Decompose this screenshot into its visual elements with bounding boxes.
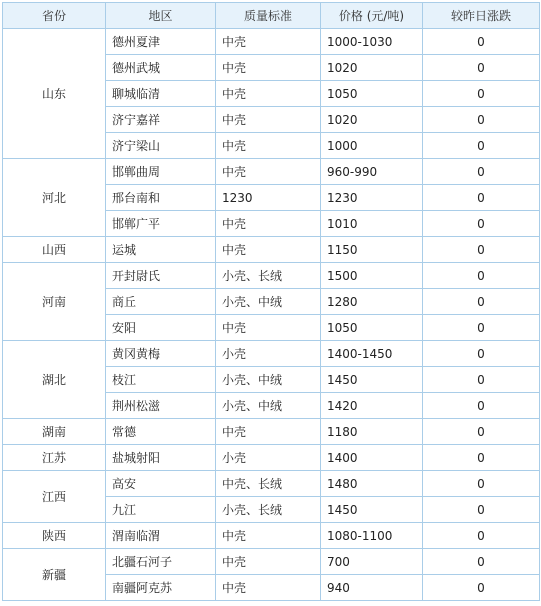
price-cell: 1150 <box>321 237 423 263</box>
change-cell: 0 <box>423 471 540 497</box>
province-cell: 湖北 <box>3 341 106 419</box>
table-row <box>3 29 540 55</box>
region-cell: 常德 <box>106 419 216 445</box>
province-cell: 山西 <box>3 237 106 263</box>
quality-cell: 小壳、中绒 <box>216 367 321 393</box>
change-cell: 0 <box>423 445 540 471</box>
table-row <box>3 159 540 185</box>
change-cell: 0 <box>423 159 540 185</box>
region-cell: 邢台南和 <box>106 185 216 211</box>
price-cell: 1000-1030 <box>321 29 423 55</box>
price-cell: 1480 <box>321 471 423 497</box>
table-body <box>3 29 540 601</box>
quality-cell: 中壳 <box>216 549 321 575</box>
change-cell: 0 <box>423 575 540 601</box>
quality-cell: 中壳 <box>216 133 321 159</box>
quality-cell: 中壳 <box>216 159 321 185</box>
quality-cell: 中壳 <box>216 523 321 549</box>
price-cell: 1400-1450 <box>321 341 423 367</box>
price-cell: 1080-1100 <box>321 523 423 549</box>
change-cell: 0 <box>423 419 540 445</box>
quality-cell: 小壳、长绒 <box>216 497 321 523</box>
header-price: 价格 (元/吨) <box>321 3 423 29</box>
region-cell: 邯郸曲周 <box>106 159 216 185</box>
change-cell: 0 <box>423 393 540 419</box>
price-cell: 1450 <box>321 367 423 393</box>
change-cell: 0 <box>423 211 540 237</box>
quality-cell: 小壳、中绒 <box>216 393 321 419</box>
region-cell: 邯郸广平 <box>106 211 216 237</box>
price-cell: 1050 <box>321 315 423 341</box>
province-cell: 江西 <box>3 471 106 523</box>
table-row <box>3 419 540 445</box>
table-row <box>3 263 540 289</box>
price-cell: 1230 <box>321 185 423 211</box>
province-cell: 江苏 <box>3 445 106 471</box>
region-cell: 北疆石河子 <box>106 549 216 575</box>
price-cell: 1450 <box>321 497 423 523</box>
change-cell: 0 <box>423 367 540 393</box>
quality-cell: 中壳 <box>216 107 321 133</box>
region-cell: 枝江 <box>106 367 216 393</box>
change-cell: 0 <box>423 81 540 107</box>
price-cell: 1400 <box>321 445 423 471</box>
change-cell: 0 <box>423 341 540 367</box>
quality-cell: 小壳 <box>216 341 321 367</box>
change-cell: 0 <box>423 55 540 81</box>
header-quality: 质量标准 <box>216 3 321 29</box>
region-cell: 德州武城 <box>106 55 216 81</box>
change-cell: 0 <box>423 107 540 133</box>
change-cell: 0 <box>423 133 540 159</box>
quality-cell: 中壳 <box>216 81 321 107</box>
province-cell: 陕西 <box>3 523 106 549</box>
price-cell: 1050 <box>321 81 423 107</box>
header-province: 省份 <box>3 3 106 29</box>
quality-cell: 中壳 <box>216 29 321 55</box>
change-cell: 0 <box>423 497 540 523</box>
region-cell: 黄冈黄梅 <box>106 341 216 367</box>
quality-cell: 1230 <box>216 185 321 211</box>
change-cell: 0 <box>423 523 540 549</box>
price-cell: 1000 <box>321 133 423 159</box>
region-cell: 渭南临渭 <box>106 523 216 549</box>
province-cell: 新疆 <box>3 549 106 601</box>
table-row <box>3 471 540 497</box>
region-cell: 南疆阿克苏 <box>106 575 216 601</box>
change-cell: 0 <box>423 263 540 289</box>
region-cell: 运城 <box>106 237 216 263</box>
region-cell: 聊城临清 <box>106 81 216 107</box>
price-cell: 940 <box>321 575 423 601</box>
quality-cell: 中壳 <box>216 55 321 81</box>
quality-cell: 中壳 <box>216 315 321 341</box>
quality-cell: 小壳、长绒 <box>216 263 321 289</box>
change-cell: 0 <box>423 29 540 55</box>
quality-cell: 中壳 <box>216 575 321 601</box>
change-cell: 0 <box>423 549 540 575</box>
quality-cell: 中壳、长绒 <box>216 471 321 497</box>
table-row <box>3 523 540 549</box>
change-cell: 0 <box>423 237 540 263</box>
region-cell: 济宁嘉祥 <box>106 107 216 133</box>
province-cell: 河南 <box>3 263 106 341</box>
region-cell: 商丘 <box>106 289 216 315</box>
province-cell: 山东 <box>3 29 106 159</box>
price-cell: 960-990 <box>321 159 423 185</box>
change-cell: 0 <box>423 315 540 341</box>
region-cell: 盐城射阳 <box>106 445 216 471</box>
province-cell: 河北 <box>3 159 106 237</box>
table-row <box>3 549 540 575</box>
table-row <box>3 445 540 471</box>
price-cell: 1020 <box>321 55 423 81</box>
quality-cell: 小壳、中绒 <box>216 289 321 315</box>
price-cell: 700 <box>321 549 423 575</box>
region-cell: 荆州松滋 <box>106 393 216 419</box>
price-cell: 1020 <box>321 107 423 133</box>
table-row <box>3 341 540 367</box>
quality-cell: 中壳 <box>216 211 321 237</box>
change-cell: 0 <box>423 289 540 315</box>
header-change: 较昨日涨跌 <box>423 3 540 29</box>
region-cell: 高安 <box>106 471 216 497</box>
price-cell: 1010 <box>321 211 423 237</box>
region-cell: 九江 <box>106 497 216 523</box>
region-cell: 开封尉氏 <box>106 263 216 289</box>
price-cell: 1420 <box>321 393 423 419</box>
header-region: 地区 <box>106 3 216 29</box>
table-row <box>3 237 540 263</box>
quality-cell: 小壳 <box>216 445 321 471</box>
change-cell: 0 <box>423 185 540 211</box>
price-cell: 1280 <box>321 289 423 315</box>
province-cell: 湖南 <box>3 419 106 445</box>
region-cell: 德州夏津 <box>106 29 216 55</box>
quality-cell: 中壳 <box>216 419 321 445</box>
price-cell: 1500 <box>321 263 423 289</box>
region-cell: 安阳 <box>106 315 216 341</box>
header-row <box>3 3 540 29</box>
price-cell: 1180 <box>321 419 423 445</box>
region-cell: 济宁梁山 <box>106 133 216 159</box>
price-table <box>2 2 540 601</box>
quality-cell: 中壳 <box>216 237 321 263</box>
